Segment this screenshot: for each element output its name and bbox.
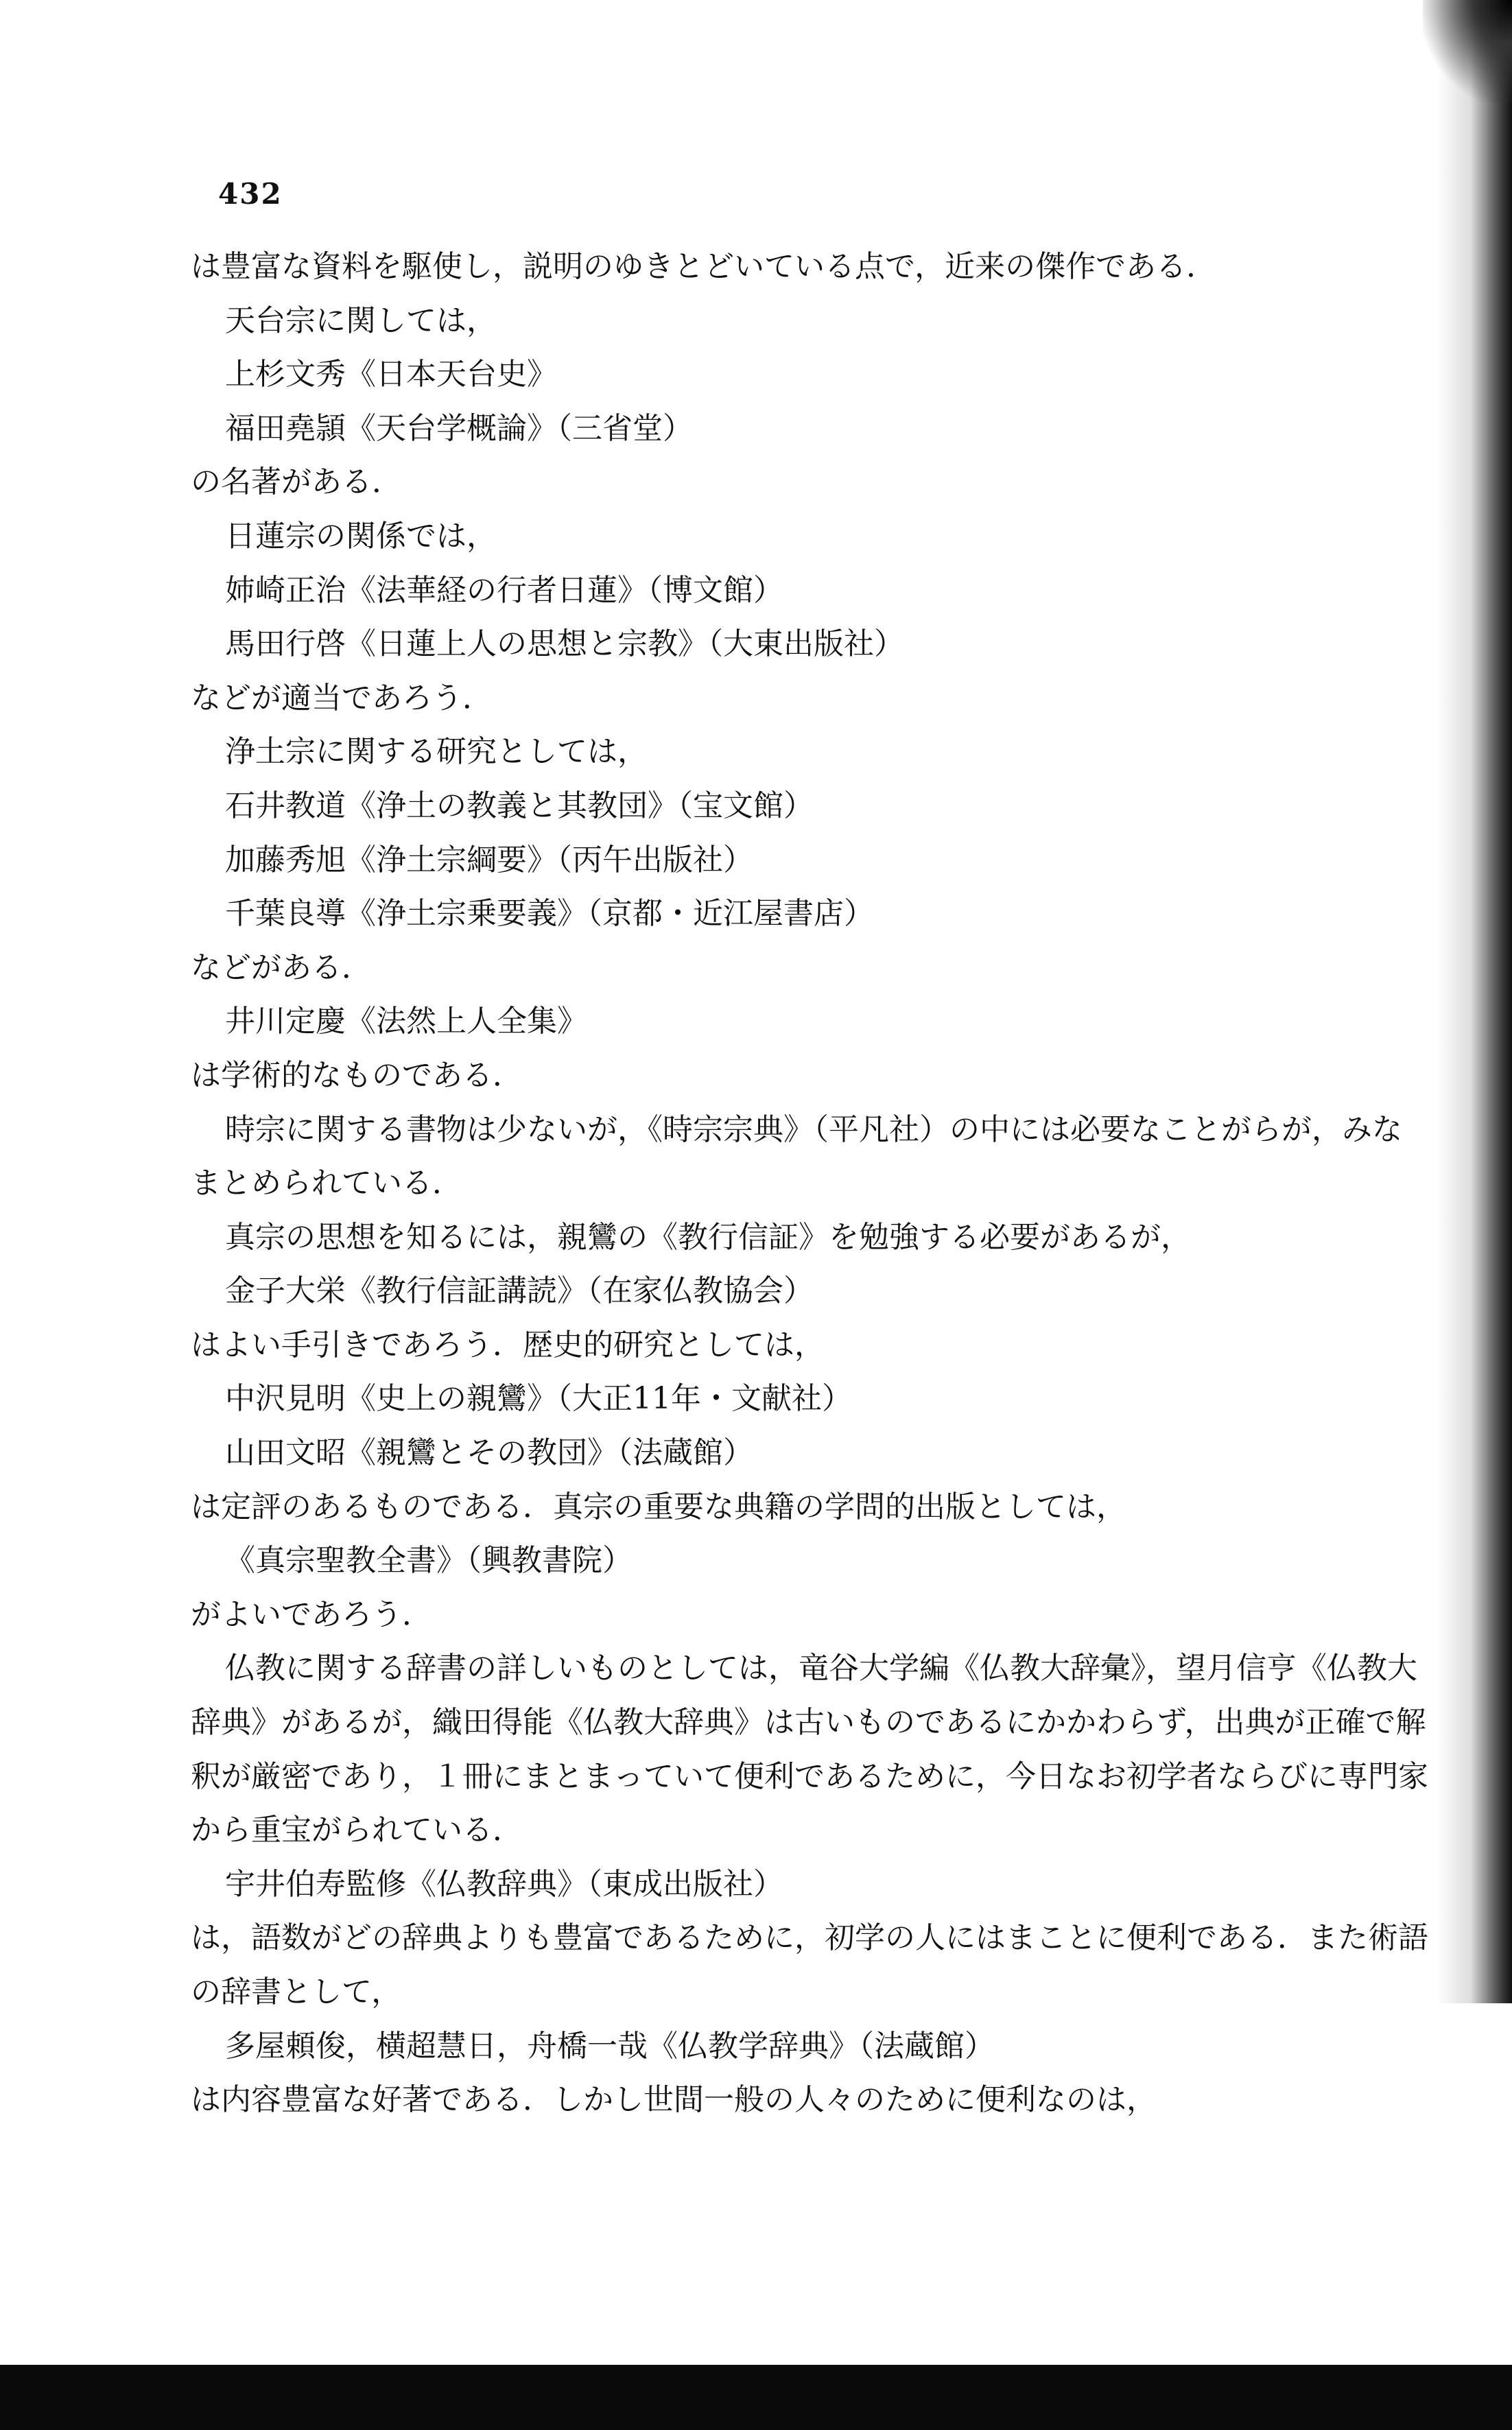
text-line: は定評のあるものである．真宗の重要な典籍の学問的出版としては，	[191, 1489, 1126, 1524]
text-line: の辞書として，	[191, 1974, 402, 2009]
text-line: は，語数がどの辞典よりも豊富であるために，初学の人にはまことに便利である．また術語	[191, 1920, 1428, 1956]
text-line: 金子大栄《教行信証講読》（在家仏教協会）	[225, 1273, 814, 1309]
text-line: 真宗の思想を知るには，親鸞の《教行信証》を勉強する必要があるが，	[225, 1219, 1191, 1255]
body-text	[191, 240, 1446, 2127]
text-line: はよい手引きであろう．歴史的研究としては，	[191, 1327, 825, 1363]
text-line: 日蓮宗の関係では，	[225, 518, 497, 554]
text-line: の名著がある．	[191, 464, 402, 500]
text-line: 宇井伯寿監修《仏教辞典》（東成出版社）	[225, 1866, 783, 1902]
text-line: は内容豊富な好著である．しかし世間一般の人々のために便利なのは，	[191, 2082, 1157, 2118]
text-line: 浄土宗に関する研究としては，	[225, 734, 648, 770]
text-line: などが適当であろう．	[191, 680, 493, 716]
text-line: 姉崎正治《法華経の行者日蓮》（博文館）	[225, 572, 783, 608]
text-line: 中沢見明《史上の親鸞》（大正11年・文献社）	[225, 1381, 852, 1417]
text-line: は豊富な資料を駆使し，説明のゆきとどいている点で，近来の傑作である．	[191, 249, 1217, 284]
text-line: 上杉文秀《日本天台史》	[225, 357, 557, 392]
text-line: 馬田行啓《日蓮上人の思想と宗教》（大東出版社）	[225, 626, 904, 662]
text-line: 千葉良導《浄土宗乗要義》（京都・近江屋書店）	[225, 896, 874, 932]
page-edge-shadow	[1437, 0, 1512, 2003]
text-line: は学術的なものである．	[191, 1057, 523, 1093]
text-line: 加藤秀旭《浄土宗綱要》（丙午出版社）	[225, 842, 753, 877]
text-line: 山田文昭《親鸞とその教団》（法蔵館）	[225, 1435, 753, 1471]
text-line: 時宗に関する書物は少ないが，《時宗宗典》（平凡社）の中には必要なことがらが，みな	[225, 1111, 1402, 1147]
text-line: 井川定慶《法然上人全集》	[225, 1004, 587, 1039]
text-line: 天台宗に関しては，	[225, 303, 497, 338]
text-line: 仏教に関する辞書の詳しいものとしては，竜谷大学編《仏教大辞彙》，望月信亨《仏教大	[225, 1651, 1417, 1686]
text-line: がよいであろう．	[191, 1596, 432, 1632]
text-line: から重宝がられている．	[191, 1813, 523, 1848]
text-line: 石井教道《浄土の教義と其教団》（宝文館）	[225, 788, 814, 823]
text-line: 福田堯頴《天台学概論》（三省堂）	[225, 410, 693, 446]
scan-border	[0, 2365, 1512, 2430]
page-number: 432	[218, 177, 283, 211]
page-corner-shadow	[1423, 0, 1512, 103]
text-line: 辞典》があるが，織田得能《仏教大辞典》は古いものであるにかかわらず，出典が正確で解	[191, 1705, 1426, 1741]
text-line: 釈が厳密であり，１冊にまとまっていて便利であるために，今日なお初学者ならびに専門家	[191, 1758, 1428, 1794]
text-line: 多屋頼俊，横超慧日，舟橋一哉《仏教学辞典》（法蔵館）	[225, 2028, 995, 2064]
text-line: まとめられている．	[191, 1166, 462, 1201]
text-line: などがある．	[191, 949, 372, 985]
text-line: 《真宗聖教全書》（興教書院）	[225, 1543, 633, 1579]
